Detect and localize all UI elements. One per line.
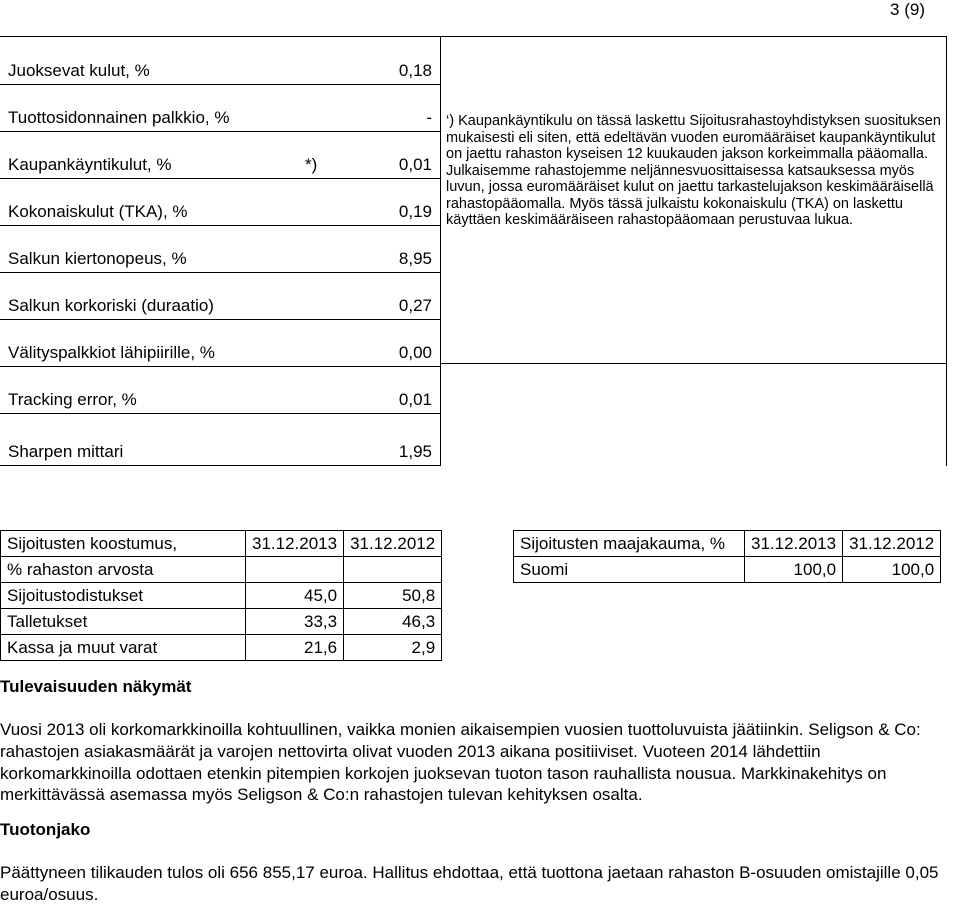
table-cell — [344, 557, 442, 583]
table-cell-value: 100,0 — [745, 557, 843, 583]
table-cell-value: 46,3 — [344, 609, 442, 635]
key-figure-row — [0, 131, 440, 178]
table-header-label: Sijoitusten koostumus, — [1, 531, 246, 557]
table-row — [514, 557, 941, 583]
table-header-row — [1, 557, 442, 583]
key-figure-row — [0, 178, 440, 225]
key-figure-row — [0, 413, 440, 466]
table-header-col: 31.12.2012 — [843, 531, 941, 557]
table-cell-label: Sijoitustodistukset — [1, 583, 246, 609]
table-row — [1, 583, 442, 609]
key-figure-label: Välityspalkkiot lähipiirille, % — [8, 343, 215, 362]
table-cell-value: 45,0 — [246, 583, 344, 609]
table-cell-label: Suomi — [514, 557, 745, 583]
key-figure-row — [0, 366, 440, 413]
key-figure-row — [0, 84, 440, 131]
key-figure-value: 0,01 — [398, 155, 432, 174]
outlook-heading: Tulevaisuuden näkymät — [0, 677, 192, 696]
key-figure-value: 1,95 — [398, 442, 432, 461]
table-header-label: % rahaston arvosta — [1, 557, 246, 583]
table-row — [1, 635, 442, 661]
key-figure-label: Sharpen mittari — [8, 442, 124, 461]
key-figure-label: Tuottosidonnainen palkkio, % — [8, 108, 230, 127]
trading-cost-footnote: ‘) Kaupankäyntikulu on tässä laskettu Sijoitusrahastoyhdistyksen suosituksen mukaisesti eli siten, että edeltävän vuoden euromääräiset kaupankäyntikulut on jaettu rahaston kyseisen 12 kuukauden jakson korkeimmalla pääomalla. Julkaisemme rahastojemme neljännesvuosittaisessa katsauksessa myös luvun, jossa euromääräiset kulut on jaettu tarkastelujakson keskimääräisellä rahastopääomalla. Myös tässä julkaistu kokonaiskulu (TKA) on laskettu käyttäen keskimääräiseen rahastopääomaan perustuvaa lukua. — [446, 113, 941, 228]
table-cell-value: 100,0 — [843, 557, 941, 583]
key-figure-label: Kokonaiskulut (TKA), % — [8, 202, 188, 221]
table-cell-label: Kassa ja muut varat — [1, 635, 246, 661]
key-figure-value: 0,01 — [398, 390, 432, 409]
key-figure-value: 0,00 — [398, 343, 432, 362]
key-figure-label: Salkun kiertonopeus, % — [8, 249, 187, 268]
key-figures-empty-cell — [440, 363, 946, 467]
key-figure-row — [0, 272, 440, 319]
key-figures-table — [0, 37, 441, 466]
table-header-col: 31.12.2013 — [745, 531, 843, 557]
key-figures-box — [0, 36, 947, 466]
table-cell-label: Talletukset — [1, 609, 246, 635]
table-row — [1, 609, 442, 635]
key-figure-label: Juoksevat kulut, % — [8, 61, 150, 80]
table-header-col: 31.12.2012 — [344, 531, 442, 557]
table-header-col: 31.12.2013 — [246, 531, 344, 557]
table-cell — [246, 557, 344, 583]
key-figure-row — [0, 37, 440, 84]
key-figure-value: 8,95 — [398, 249, 432, 268]
table-cell-value: 2,9 — [344, 635, 442, 661]
key-figure-label: Tracking error, % — [8, 390, 137, 409]
dividend-heading: Tuotonjako — [0, 820, 91, 839]
table-cell-value: 21,6 — [246, 635, 344, 661]
table-header-label: Sijoitusten maajakauma, % — [514, 531, 745, 557]
key-figure-row — [0, 319, 440, 366]
country-allocation-table — [513, 530, 941, 583]
dividend-paragraph: Päättyneen tilikauden tulos oli 656 855,17 euroa. Hallitus ehdottaa, että tuottona jaetaan rahaston B-osuuden omistajille 0,05 euroa/osuus. — [0, 863, 939, 904]
table-cell-value: 50,8 — [344, 583, 442, 609]
key-figure-label: Kaupankäyntikulut, % — [8, 155, 172, 174]
key-figure-value: - — [426, 108, 432, 127]
page-number: 3 (9) — [890, 0, 925, 19]
composition-table — [0, 530, 442, 661]
table-header-row — [514, 531, 941, 557]
table-cell-value: 33,3 — [246, 609, 344, 635]
outlook-paragraph: Vuosi 2013 oli korkomarkkinoilla kohtuullinen, vaikka monien aikaisempien vuosien tuottoluvuista jäätiinkin. Seligson & Co: rahastojen asiakasmäärät ja varojen nettovirta olivat vuoden 2013 aikana positiiviset. Vuoteen 2014 lähdettiin korkomarkkinoilla odottaen etenkin pitempien korkojen juoksevan tuoton tason rauhallista nousua. Markkinakehitys on merkittävässä asemassa myös Seligson & Co:n rahastojen tulevan kehityksen osalta. — [0, 720, 921, 805]
key-figure-mark: *) — [305, 155, 318, 174]
key-figure-value: 0,18 — [398, 61, 432, 80]
key-figure-label: Salkun korkoriski (duraatio) — [8, 296, 214, 315]
key-figure-value: 0,27 — [398, 296, 432, 315]
table-header-row — [1, 531, 442, 557]
key-figure-row — [0, 225, 440, 272]
key-figure-value: 0,19 — [398, 202, 432, 221]
